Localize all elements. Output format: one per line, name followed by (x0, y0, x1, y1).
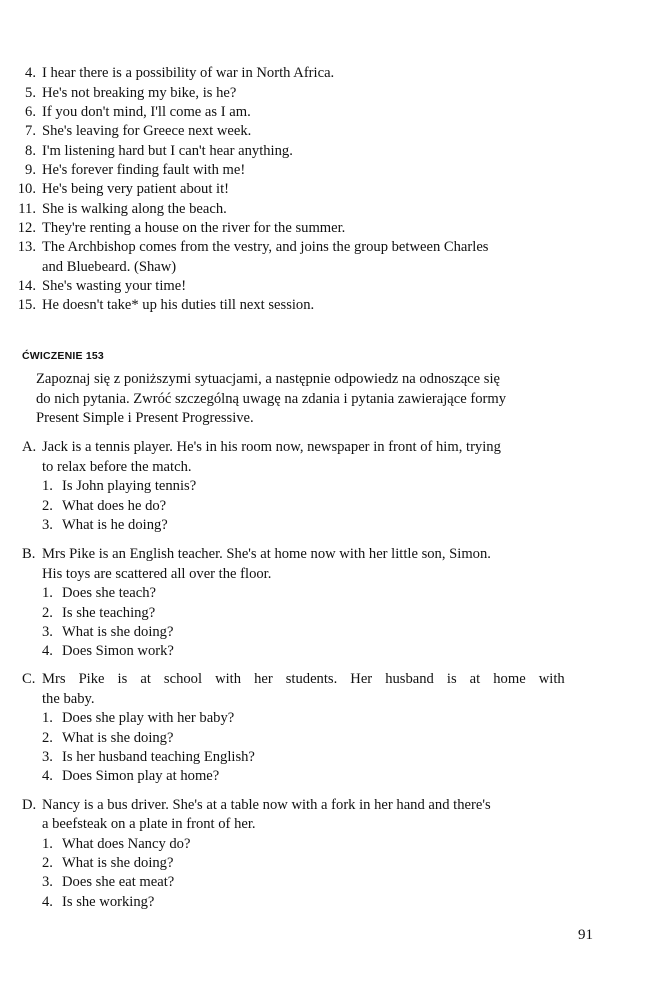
question-text: What is he doing? (62, 517, 168, 533)
item-text: He's being very patient about it! (42, 181, 230, 197)
page-number: 91 (578, 927, 593, 943)
situation-text: Nancy is a bus driver. She's at a table now with a fork in her hand and there's (42, 797, 491, 813)
question-number: 2. (42, 605, 53, 621)
situation-letter: A. (22, 439, 37, 455)
question-number: 4. (42, 643, 53, 659)
item-number: 5. (25, 85, 36, 101)
item-text: If you don't mind, I'll come as I am. (42, 104, 251, 120)
question-number: 4. (42, 768, 53, 784)
question-number: 2. (42, 498, 53, 514)
item-number: 11. (18, 201, 36, 217)
question-text: Does Simon play at home? (62, 768, 220, 784)
item-text: He's not breaking my bike, is he? (42, 85, 237, 101)
item-text: She's wasting your time! (42, 278, 187, 294)
question-text: What does Nancy do? (62, 836, 191, 852)
situation-letter: B. (22, 546, 36, 562)
item-text: The Archbishop comes from the vestry, and joins the group between Charles (42, 239, 489, 255)
question-text: Is John playing tennis? (62, 478, 197, 494)
situation-text: the baby. (42, 691, 95, 707)
situation-text: His toys are scattered all over the floor. (42, 566, 272, 582)
question-text: Is she teaching? (62, 605, 156, 621)
exercise-heading: ĆWICZENIE 153 (22, 350, 104, 362)
situation-text: a beefsteak on a plate in front of her. (42, 816, 256, 832)
question-text: Does she eat meat? (62, 874, 175, 890)
question-text: Does she play with her baby? (62, 710, 235, 726)
question-number: 1. (42, 710, 53, 726)
question-text: Is her husband teaching English? (62, 749, 255, 765)
question-number: 3. (42, 624, 53, 640)
item-number: 12. (17, 220, 36, 236)
question-text: What is she doing? (62, 624, 174, 640)
question-number: 3. (42, 517, 53, 533)
question-text: Is she working? (62, 894, 155, 910)
situation-text: Mrs Pike is at school with her students. Her husband is at home with (42, 671, 565, 687)
item-text: I'm listening hard but I can't hear anything. (42, 143, 293, 159)
item-number: 10. (17, 181, 36, 197)
item-number: 7. (25, 123, 36, 139)
item-text: I hear there is a possibility of war in North Africa. (42, 65, 335, 81)
question-number: 1. (42, 478, 53, 494)
item-number: 4. (25, 65, 36, 81)
question-number: 1. (42, 836, 53, 852)
question-text: Does she teach? (62, 585, 157, 601)
instruction-line: do nich pytania. Zwróć szczególną uwagę na zdania i pytania zawierające formy (36, 391, 507, 407)
question-text: What is she doing? (62, 730, 174, 746)
item-text-continued: and Bluebeard. (Shaw) (42, 259, 177, 275)
question-text: Does Simon work? (62, 643, 174, 659)
question-number: 1. (42, 585, 53, 601)
item-text: She's leaving for Greece next week. (42, 123, 252, 139)
question-number: 3. (42, 874, 53, 890)
question-number: 3. (42, 749, 53, 765)
question-number: 2. (42, 855, 53, 871)
situation-text: Mrs Pike is an English teacher. She's at home now with her little son, Simon. (42, 546, 491, 562)
item-text: He doesn't take* up his duties till next session. (42, 297, 315, 313)
question-text: What does he do? (62, 498, 167, 514)
item-number: 9. (25, 162, 36, 178)
situation-letter: C. (22, 671, 36, 687)
item-number: 6. (25, 104, 36, 120)
item-number: 8. (25, 143, 36, 159)
question-number: 4. (42, 894, 53, 910)
situation-letter: D. (22, 797, 37, 813)
instruction-line: Present Simple i Present Progressive. (36, 410, 254, 426)
item-text: He's forever finding fault with me! (42, 162, 246, 178)
situation-text: to relax before the match. (42, 459, 192, 475)
item-text: They're renting a house on the river for the summer. (42, 220, 346, 236)
item-number: 14. (17, 278, 36, 294)
item-text: She is walking along the beach. (42, 201, 227, 217)
question-number: 2. (42, 730, 53, 746)
instruction-line: Zapoznaj się z poniższymi sytuacjami, a następnie odpowiedz na odnoszące się (36, 371, 500, 387)
item-number: 13. (17, 239, 36, 255)
item-number: 15. (17, 297, 36, 313)
situation-text: Jack is a tennis player. He's in his room now, newspaper in front of him, trying (42, 439, 501, 455)
question-text: What is she doing? (62, 855, 174, 871)
